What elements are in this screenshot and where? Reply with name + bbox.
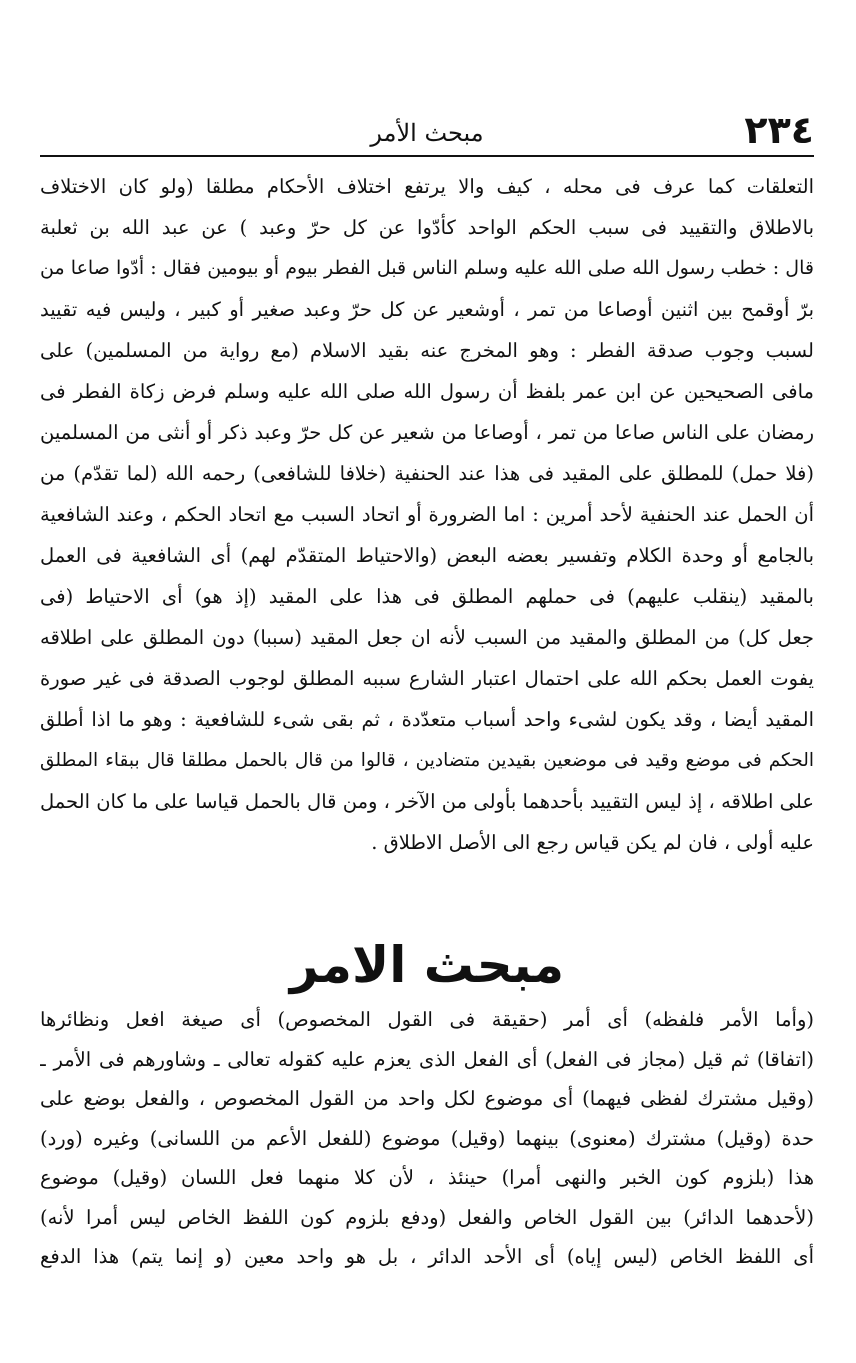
text-line: (وأما الأمر فلفظه) أى أمر (حقيقة فى القول المخصوص) أى صيغة افعل ونظائرها — [40, 1008, 814, 1031]
text-line: بالمقيد (ينقلب عليهم) فى حملهم المطلق فى هذا على المقيد (إذ هو) أى الاحتياط (فى — [40, 585, 814, 608]
text-line: برّ أوقمح بين اثنين أوصاعا من تمر ، أوشعير عن كل حرّ وعبد صغير أو كبير ، وليس فيه تقييد — [40, 298, 814, 321]
page-header — [40, 108, 814, 154]
text-line: جعل كل) من المطلق والمقيد من السبب لأنه ان جعل المقيد (سببا) دون المطلق على اطلاقه — [40, 626, 814, 649]
text-line: بالجامع أو وحدة الكلام وتفسير بعضه البعض (والاحتياط المتقدّم لهم) أى الشافعية فى العمل — [40, 544, 814, 567]
text-line: الحكم فى موضع وقيد فى موضعين بقيدين متضادين ، قالوا من قال بالحمل مطلقا قال ببقاء المطلق — [40, 750, 814, 771]
commentary-text-top — [40, 166, 814, 863]
text-line: المقيد أيضا ، وقد يكون لشىء واحد أسباب متعدّدة ، ثم بقى شىء للشافعية : وهو ما اذا أطلق — [40, 708, 814, 731]
text-line: يفوت العمل بحكم الله على احتمال اعتبار الشارع سببه المطلق لوجوب الصدقة فى غير صورة — [40, 667, 814, 690]
text-line: (اتفاقا) ثم قيل (مجاز فى الفعل) أى الفعل الذى يعزم عليه كقوله تعالى ـ وشاورهم فى الأمر ـ — [40, 1047, 814, 1071]
chapter-title: مبحث الامر — [289, 936, 565, 994]
text-line: مافى الصحيحين عن ابن عمر بلفظ أن رسول الله صلى الله عليه وسلم فرض زكاة الفطر فى — [40, 380, 814, 403]
text-line: عليه أولى ، فان لم يكن قياس رجع الى الأصل الاطلاق . — [371, 831, 814, 854]
text-line: على اطلاقه ، إذ ليس التقييد بأحدهما بأولى من الآخر ، ومن قال بالحمل قياسا على ما كان الحمل — [40, 790, 814, 813]
text-line: هذا (بلزوم كون الخبر والنهى أمرا) حينئذ ، لأن كلا منهما فعل اللسان (وقيل) موضوع — [40, 1166, 814, 1189]
text-line: بالاطلاق والتقييد فى سبب الحكم الواحد كأدّوا عن كل حرّ وعبد ) عن عبد الله بن ثعلبة — [40, 216, 814, 239]
running-title: مبحث الأمر — [370, 119, 484, 147]
text-line: (وقيل مشترك لفظى فيهما) أى موضوع لكل واحد من القول المخصوص ، والفعل بوضع على — [40, 1087, 814, 1110]
text-line: لسبب وجوب صدقة الفطر : وهو المخرج عنه بقيد الاسلام (مع رواية من المسلمين) على — [40, 339, 814, 362]
text-line: أن الحمل عند الحنفية لأحد أمرين : اما الضرورة أو اتحاد السبب مع اتحاد الحكم ، وعند الشافعية — [40, 503, 814, 526]
text-line: حدة (وقيل) مشترك (معنوى) بينهما (وقيل) موضوع (للفعل الأعم من اللسانى) وغيره (ورد) — [40, 1126, 814, 1150]
text-line: رمضان على الناس صاعا من تمر ، أوصاعا من شعير عن كل حرّ وعبد ذكر أو أنثى من المسلمين — [40, 421, 814, 444]
text-line: (لأحدهما الدائر) بين القول الخاص والفعل (ودفع بلزوم كون اللفظ الخاص ليس أمرا لأنه) — [40, 1205, 814, 1229]
text-line: قال : خطب رسول الله صلى الله عليه وسلم الناس قبل الفطر بيوم أو بيومين فقال : أدّوا صاعا من — [40, 257, 814, 279]
text-line: أى اللفظ الخاص (ليس إياه) أى الأحد الدائر ، بل هو واحد معين (و إنما يتم) هذا الدفع — [40, 1245, 814, 1268]
text-line: التعلقات كما عرف فى محله ، كيف والا يرتفع اختلاف الأحكام مطلقا (ولو كان الاختلاف — [40, 175, 814, 198]
text-line: (فلا حمل) للمطلق على المقيد فى هذا عند الحنفية (خلافا للشافعى) رحمه الله (لما تقدّم) من — [40, 462, 814, 485]
page-number: ٢٣٤ — [744, 108, 814, 152]
commentary-text-bottom — [40, 1000, 814, 1277]
header-rule — [40, 155, 814, 157]
